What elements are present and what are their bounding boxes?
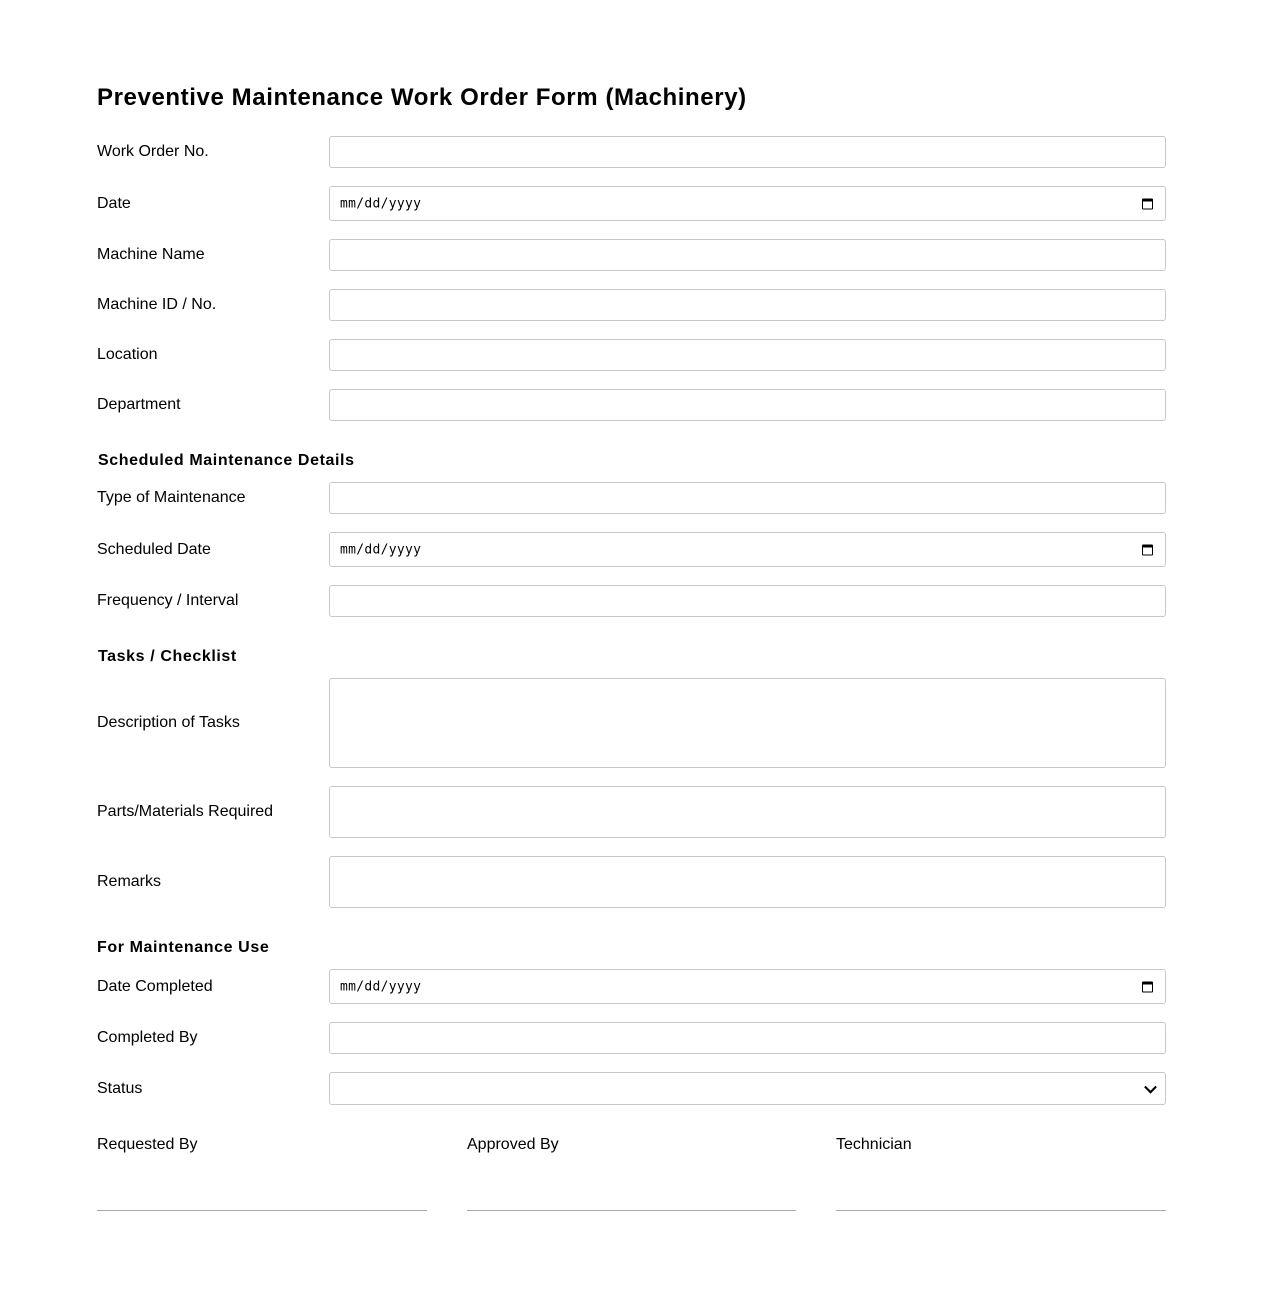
- status-select[interactable]: [329, 1072, 1166, 1105]
- scheduled-date-input[interactable]: [329, 532, 1166, 567]
- parts-row: [97, 786, 1166, 838]
- parts-textarea[interactable]: [329, 786, 1166, 838]
- type-of-maintenance-row: [97, 482, 1166, 514]
- department-row: [97, 389, 1166, 421]
- work-order-no-row: [97, 136, 1166, 168]
- signature-label: Approved By: [467, 1136, 559, 1153]
- page-title: Preventive Maintenance Work Order Form (Machinery): [97, 84, 747, 111]
- calendar-icon[interactable]: [1142, 544, 1153, 555]
- type-of-maintenance-input[interactable]: [329, 482, 1166, 514]
- frequency-row: [97, 585, 1166, 617]
- remarks-textarea[interactable]: [329, 856, 1166, 908]
- signature-line[interactable]: [97, 1210, 427, 1211]
- remarks-row: [97, 856, 1166, 908]
- machine-name-row: [97, 239, 1166, 271]
- machine-id-row: [97, 289, 1166, 321]
- type-of-maintenance-label: Type of Maintenance: [97, 489, 246, 506]
- scheduled-date-row: [97, 532, 1166, 567]
- machine-id-label: Machine ID / No.: [97, 296, 217, 313]
- scheduled-date-placeholder: mm/dd/yyyy: [340, 542, 422, 557]
- status-row: [97, 1072, 1166, 1105]
- section-heading-tasks: Tasks / Checklist: [98, 648, 237, 665]
- machine-name-label: Machine Name: [97, 246, 205, 263]
- completed-by-input[interactable]: [329, 1022, 1166, 1054]
- section-heading-scheduled: Scheduled Maintenance Details: [98, 452, 355, 469]
- date-row: [97, 186, 1166, 221]
- location-label: Location: [97, 346, 158, 363]
- status-label: Status: [97, 1080, 143, 1097]
- remarks-label: Remarks: [97, 873, 162, 890]
- machine-id-input[interactable]: [329, 289, 1166, 321]
- frequency-label: Frequency / Interval: [97, 592, 239, 609]
- frequency-input[interactable]: [329, 585, 1166, 617]
- signature-line[interactable]: [836, 1210, 1166, 1211]
- signature-label: Technician: [836, 1136, 912, 1153]
- parts-label: Parts/Materials Required: [97, 803, 274, 820]
- calendar-icon[interactable]: [1142, 981, 1153, 992]
- section-heading-maintenance-use: For Maintenance Use: [97, 939, 270, 956]
- department-label: Department: [97, 396, 181, 413]
- work-order-no-input[interactable]: [329, 136, 1166, 168]
- date-label: Date: [97, 195, 131, 212]
- date-completed-row: [97, 969, 1166, 1004]
- machine-name-input[interactable]: [329, 239, 1166, 271]
- signature-approved-by: [467, 1136, 796, 1154]
- date-completed-placeholder: mm/dd/yyyy: [340, 979, 422, 994]
- description-textarea[interactable]: [329, 678, 1166, 768]
- signature-requested-by: [97, 1136, 427, 1154]
- signature-line[interactable]: [467, 1210, 796, 1211]
- signature-technician: [836, 1136, 1166, 1154]
- chevron-down-icon[interactable]: [1144, 1080, 1157, 1093]
- date-input[interactable]: [329, 186, 1166, 221]
- signature-label: Requested By: [97, 1136, 198, 1153]
- description-label: Description of Tasks: [97, 714, 240, 731]
- completed-by-row: [97, 1022, 1166, 1054]
- date-completed-input[interactable]: [329, 969, 1166, 1004]
- calendar-icon[interactable]: [1142, 198, 1153, 209]
- date-completed-label: Date Completed: [97, 978, 213, 995]
- scheduled-date-label: Scheduled Date: [97, 541, 211, 558]
- location-row: [97, 339, 1166, 371]
- location-input[interactable]: [329, 339, 1166, 371]
- date-placeholder: mm/dd/yyyy: [340, 196, 422, 211]
- description-row: [97, 678, 1166, 768]
- completed-by-label: Completed By: [97, 1029, 198, 1046]
- work-order-no-label: Work Order No.: [97, 143, 209, 160]
- department-input[interactable]: [329, 389, 1166, 421]
